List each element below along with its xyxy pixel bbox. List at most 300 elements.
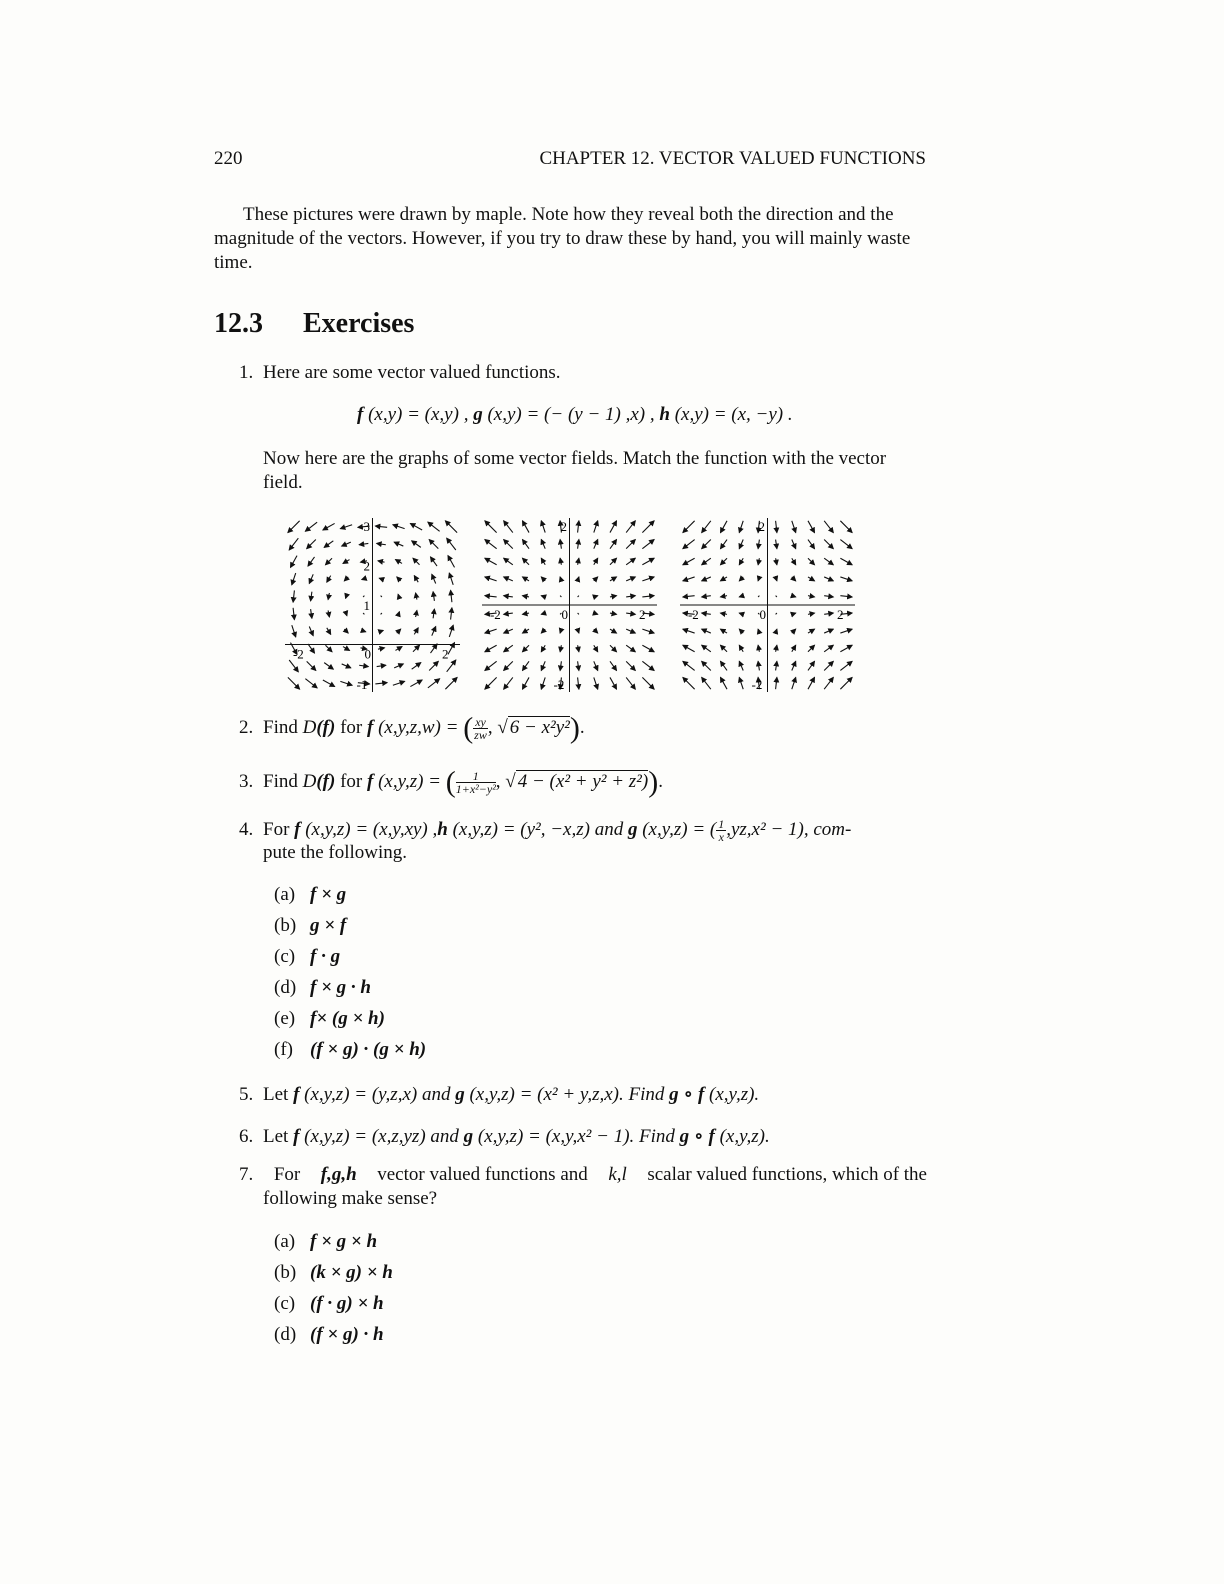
vector-arrow xyxy=(323,523,335,530)
vector-arrow xyxy=(642,558,654,565)
vector-arrow xyxy=(343,647,350,651)
vector-arrow xyxy=(541,645,545,652)
sqrt-expression: 4 − (x² + y² + z²) xyxy=(517,770,649,792)
vector-arrow xyxy=(560,540,561,549)
g-symbol: g xyxy=(463,1126,474,1147)
f-definition: (x,y,z) = (y,z,x) and xyxy=(299,1084,456,1105)
vector-arrow xyxy=(292,625,296,637)
y-tick-label: -2 xyxy=(751,677,763,693)
vector-arrow xyxy=(739,677,743,689)
vector-arrow xyxy=(808,521,815,533)
x-tick-label: -2 xyxy=(489,607,501,622)
f-symbol: (f) xyxy=(316,770,336,792)
vector-arrow xyxy=(504,596,513,597)
vector-arrow xyxy=(416,593,417,600)
vector-arrow xyxy=(808,677,815,689)
y-tick-label: -1 xyxy=(356,677,368,693)
vector-arrow xyxy=(449,625,453,637)
vector-arrow xyxy=(309,574,313,583)
vector-arrow xyxy=(642,645,654,652)
page-number: 220 xyxy=(214,148,243,169)
vector-arrow xyxy=(522,613,529,614)
part-expression: f × g xyxy=(310,884,347,905)
vector-arrow xyxy=(377,665,386,666)
vector-arrow xyxy=(824,645,833,652)
numerator: xy xyxy=(475,715,486,729)
vector-arrow xyxy=(485,558,497,565)
g-symbol: g xyxy=(455,1084,465,1105)
vector-arrow xyxy=(375,683,387,684)
vector-arrow xyxy=(683,629,695,633)
vector-arrow xyxy=(309,627,313,636)
vector-arrow xyxy=(792,613,796,614)
denominator: zw xyxy=(474,728,487,742)
exercise-7-line-1 xyxy=(239,1164,927,1186)
vector-arrow xyxy=(398,594,399,598)
exercise-text: For xyxy=(263,818,295,840)
vector-arrow xyxy=(739,629,743,633)
vector-arrow xyxy=(504,540,513,549)
vector-arrow xyxy=(293,590,294,602)
vector-arrow xyxy=(594,645,598,652)
vector-arrow xyxy=(560,596,561,597)
vector-arrow xyxy=(340,681,352,685)
vector-arrow xyxy=(702,558,711,565)
vector-arrow xyxy=(504,645,513,652)
vector-arrow xyxy=(792,577,796,581)
exercise-text: For xyxy=(273,1164,301,1185)
f-definition: (x,y) = (x,y) , xyxy=(363,404,474,425)
vector-arrow xyxy=(578,677,579,689)
vector-arrow xyxy=(522,677,529,689)
vector-arrow xyxy=(758,577,759,581)
vector-arrow xyxy=(433,592,434,601)
vector-arrow xyxy=(610,677,617,689)
vector-arrow xyxy=(594,577,598,581)
vector-arrow xyxy=(720,613,727,614)
numerator: 1 xyxy=(456,770,496,783)
vector-arrow xyxy=(288,677,300,689)
vector-arrow xyxy=(594,596,598,597)
vector-arrow xyxy=(305,522,317,531)
vector-arrow xyxy=(410,523,422,530)
vector-arrow xyxy=(626,596,635,597)
vector-arrow xyxy=(840,577,852,581)
vector-arrow xyxy=(447,538,456,550)
h-definition: (x,y) = (x, −y) . xyxy=(669,404,793,425)
vector-arrow xyxy=(451,590,452,602)
vector-arrow xyxy=(359,543,368,544)
vector-arrow xyxy=(445,677,457,689)
vector-arrow xyxy=(578,540,579,549)
exercise-text: Find xyxy=(263,716,303,738)
vector-arrow xyxy=(683,577,695,581)
exercise-number: 7. xyxy=(239,1164,254,1185)
vector-arrow xyxy=(363,596,364,597)
vector-arrow xyxy=(449,573,453,585)
vector-functions-symbols: f,g,h xyxy=(320,1164,357,1185)
x-tick-label: 2 xyxy=(639,607,646,622)
g-definition: (x,y,z) = (x² + y,z,x). Find xyxy=(464,1084,670,1105)
vector-arrow xyxy=(594,661,598,670)
exercise-4-line-2: pute the following. xyxy=(263,842,408,863)
vector-arrow xyxy=(541,629,545,633)
h-symbol: h xyxy=(659,404,670,425)
vector-arrow xyxy=(324,663,333,670)
vector-arrow xyxy=(578,558,579,565)
vector-arrow xyxy=(560,661,561,670)
exercise-3: 3. Find D(f) for f (x,y,z) = ( $\frac{1}{\text{1+x²−y²}}$ , √ 4 − (x² + y² + z²)). xyxy=(239,765,663,799)
vector-arrow xyxy=(504,629,513,633)
vector-arrow xyxy=(808,629,815,633)
vector-arrow xyxy=(683,540,695,549)
vector-arrow xyxy=(578,645,579,652)
y-tick-label: 3 xyxy=(363,518,370,534)
f-symbol: f xyxy=(366,716,374,738)
vector-arrow xyxy=(342,664,351,668)
fraction xyxy=(456,770,496,795)
exercise-1-formula xyxy=(357,404,793,426)
vector-arrow xyxy=(702,596,711,597)
vector-arrow xyxy=(594,540,598,549)
part-label: (c) xyxy=(274,1293,296,1314)
f-definition: (x,y,z) = (x,y,xy) , xyxy=(300,818,438,840)
denominator: 1+x²−y² xyxy=(455,782,496,796)
vector-arrow xyxy=(808,558,815,565)
vector-arrow xyxy=(522,558,529,565)
vector-arrow xyxy=(414,576,418,583)
exercise-7-line-2: following make sense? xyxy=(263,1188,438,1209)
exercise-1-followup xyxy=(263,447,886,495)
vector-arrow xyxy=(792,596,796,597)
vector-arrow xyxy=(432,574,436,583)
exercise-text: Find xyxy=(263,770,303,792)
exercise-number: 5. xyxy=(239,1084,254,1105)
vector-arrow xyxy=(824,629,833,633)
vector-arrow xyxy=(307,540,316,549)
vector-arrow xyxy=(346,612,347,616)
vector-arrow xyxy=(307,661,316,670)
vector-arrow xyxy=(429,661,438,670)
vector-arrow xyxy=(626,661,635,670)
vector-arrow xyxy=(739,613,743,614)
g-definition: ,yz,x² − 1), com- xyxy=(726,818,852,840)
vector-arrow xyxy=(739,661,743,670)
vector-arrow xyxy=(363,613,364,614)
vector-arrow xyxy=(739,596,743,597)
vector-arrow xyxy=(776,629,777,633)
vector-arrow xyxy=(808,577,815,581)
vector-arrow xyxy=(683,558,695,565)
vector-arrow xyxy=(824,613,833,614)
f-definition: (x,y,z) = (x,z,yz) and xyxy=(299,1126,464,1147)
part-label: (f) xyxy=(274,1039,293,1060)
vector-arrow xyxy=(610,558,617,565)
vector-field-plot-1 xyxy=(285,518,460,692)
f-symbol: f xyxy=(293,1084,300,1105)
section-title: Exercises xyxy=(303,308,415,339)
part-label: (b) xyxy=(274,1262,297,1283)
vector-arrow xyxy=(342,542,351,546)
exercise-6 xyxy=(239,1125,770,1148)
vector-arrow xyxy=(413,558,420,565)
f-symbol: (f) xyxy=(316,716,336,738)
vector-arrow xyxy=(594,521,598,533)
followup-line-2: field. xyxy=(263,472,303,493)
vector-arrow xyxy=(840,521,852,533)
exercise-text: vector valued functions and xyxy=(377,1164,588,1185)
vector-arrow xyxy=(642,577,654,581)
vector-arrow xyxy=(560,577,561,581)
vector-arrow xyxy=(824,677,833,689)
exercise-5 xyxy=(239,1083,759,1106)
vector-arrow xyxy=(485,577,497,581)
vector-arrow xyxy=(683,645,695,652)
vector-arrow xyxy=(808,540,815,549)
vector-arrow xyxy=(395,647,402,651)
vector-arrow xyxy=(758,645,759,652)
vector-arrow xyxy=(720,577,727,581)
g-definition: (x,y,z) = (x,y,x² − 1). Find xyxy=(473,1126,680,1147)
composition: g ∘ f xyxy=(679,1126,715,1147)
g-symbol: g xyxy=(473,404,483,425)
exercise-2: 2. Find D(f) for f (x,y,z,w) = ( $\frac{xy}{zw}$ , √ 6 − x²y²). xyxy=(239,711,585,745)
vector-arrow xyxy=(560,629,561,633)
vector-arrow xyxy=(626,558,635,565)
exercise-text: Let xyxy=(263,1126,294,1147)
part-label: (d) xyxy=(274,1324,297,1345)
vector-arrow xyxy=(541,677,545,689)
vector-arrow xyxy=(808,596,815,597)
vector-arrow xyxy=(840,629,852,633)
vector-arrow xyxy=(642,521,654,533)
vector-arrow xyxy=(610,613,617,614)
vector-arrow xyxy=(379,630,383,631)
vector-arrow xyxy=(610,577,617,581)
fraction xyxy=(716,818,726,843)
numerator: 1 xyxy=(718,817,725,831)
vector-arrow xyxy=(594,558,598,565)
part-c xyxy=(274,946,426,977)
part-label: (e) xyxy=(274,1008,296,1029)
f-arguments: (x,y,z) = xyxy=(373,770,446,792)
vector-arrow xyxy=(758,558,759,565)
vector-arrow xyxy=(792,629,796,633)
vector-arrow xyxy=(430,644,437,653)
vector-arrow xyxy=(447,660,456,672)
vector-arrow xyxy=(375,526,387,527)
vector-arrow xyxy=(594,613,598,614)
vector-arrow xyxy=(792,661,796,670)
vector-arrow xyxy=(362,578,366,579)
vector-arrow xyxy=(378,648,385,649)
y-tick-label: 2 xyxy=(363,558,370,574)
exercise-text: scalar valued functions, which of the xyxy=(647,1164,927,1185)
part-expression: (f × g) · h xyxy=(310,1324,384,1345)
intro-paragraph xyxy=(214,203,926,275)
vector-arrow xyxy=(381,596,382,597)
vector-arrow xyxy=(485,540,497,549)
vector-arrow xyxy=(412,541,421,548)
vector-arrow xyxy=(292,573,296,585)
vector-arrow xyxy=(792,521,796,533)
f-symbol: f xyxy=(366,770,374,792)
vector-arrow xyxy=(340,525,352,529)
vector-arrow xyxy=(305,679,317,688)
vector-arrow xyxy=(720,629,727,633)
part-label: (c) xyxy=(274,946,296,967)
part-expression: (k × g) × h xyxy=(310,1262,393,1283)
vector-arrow xyxy=(776,613,777,614)
vector-arrow xyxy=(594,629,598,633)
vector-arrow xyxy=(395,560,402,564)
composition: g ∘ f xyxy=(669,1084,705,1105)
vector-arrow xyxy=(824,558,833,565)
vector-arrow xyxy=(776,596,777,597)
x-tick-label: -2 xyxy=(292,646,304,662)
part-expression: f · g xyxy=(310,946,341,967)
part-c xyxy=(274,1293,393,1324)
g-definition: (x,y,z) = ( xyxy=(637,818,717,840)
vector-arrow xyxy=(739,540,743,549)
part-d xyxy=(274,1324,393,1355)
vector-arrow xyxy=(578,661,579,670)
part-a xyxy=(274,1231,393,1262)
vector-arrow xyxy=(541,577,545,581)
exercise-7 xyxy=(239,1164,927,1186)
intro-line-2: magnitude of the vectors. However, if you try to draw these by hand, you will mainly waste xyxy=(214,228,911,249)
x-tick-label: 2 xyxy=(837,607,844,622)
vector-arrow xyxy=(448,556,455,568)
vector-arrow xyxy=(394,664,403,668)
composition-arguments: (x,y,z). xyxy=(714,1126,770,1147)
vector-arrow xyxy=(485,677,497,689)
vector-arrow xyxy=(758,629,759,633)
vector-arrow xyxy=(541,558,545,565)
part-e xyxy=(274,1008,426,1039)
h-definition: (x,y,z) = (y², −x,z) and xyxy=(447,818,628,840)
vector-arrow xyxy=(720,677,727,689)
vector-arrow xyxy=(626,677,635,689)
domain-symbol: D xyxy=(302,770,317,792)
vector-arrow xyxy=(541,540,545,549)
vector-arrow xyxy=(522,645,529,652)
vector-arrow xyxy=(758,540,759,549)
vector-arrow xyxy=(626,613,635,614)
vector-arrow xyxy=(824,540,833,549)
vector-arrow xyxy=(626,629,635,633)
vector-arrow xyxy=(323,680,335,687)
vector-arrow xyxy=(702,661,711,670)
vector-arrow xyxy=(840,558,852,565)
section-number: 12.3 xyxy=(214,308,263,339)
vector-arrow xyxy=(594,677,598,689)
domain-symbol: D xyxy=(302,716,317,738)
vector-arrow xyxy=(824,596,833,597)
vector-arrow xyxy=(393,681,405,685)
vector-arrow xyxy=(683,521,695,533)
vector-arrow xyxy=(808,613,815,614)
exercise-number: 6. xyxy=(239,1126,254,1147)
vector-arrow xyxy=(293,608,294,620)
vector-arrow xyxy=(311,609,312,618)
running-header: CHAPTER 12. VECTOR VALUED FUNCTIONS xyxy=(539,148,926,169)
vector-arrow xyxy=(739,645,743,652)
exercise-text: for xyxy=(335,770,367,792)
vector-arrow xyxy=(414,628,418,635)
vector-arrow xyxy=(840,661,852,670)
part-expression: f × g × h xyxy=(310,1231,378,1252)
vector-arrow xyxy=(578,613,579,614)
vector-arrow xyxy=(720,661,727,670)
period: . xyxy=(658,770,663,792)
vector-arrow xyxy=(702,645,711,652)
x-tick-label: 0 xyxy=(561,607,568,622)
vector-arrow xyxy=(626,577,635,581)
vector-arrow xyxy=(702,629,711,633)
vector-arrow xyxy=(642,661,654,670)
vector-arrow xyxy=(720,521,727,533)
exercise-7-parts xyxy=(274,1231,393,1355)
vector-arrow xyxy=(840,540,852,549)
exercise-text: Here are some vector valued functions. xyxy=(263,362,561,383)
vector-arrow xyxy=(416,610,417,617)
vector-arrow xyxy=(393,525,405,529)
vector-arrow xyxy=(610,521,617,533)
vector-arrow xyxy=(626,540,635,549)
vector-arrow xyxy=(720,596,727,597)
vector-arrow xyxy=(381,613,382,614)
vector-arrow xyxy=(610,661,617,670)
exercise-4-parts xyxy=(274,884,426,1070)
vector-field-plot-2 xyxy=(482,518,657,692)
part-b xyxy=(274,1262,393,1293)
vector-arrow xyxy=(642,677,654,689)
vector-arrow xyxy=(776,540,777,549)
f-symbol: f xyxy=(357,404,364,425)
x-tick-label: 0 xyxy=(759,607,766,622)
vector-arrow xyxy=(720,540,727,549)
vector-arrow xyxy=(824,577,833,581)
vector-arrow xyxy=(739,521,743,533)
vector-arrow xyxy=(610,540,617,549)
vector-arrow xyxy=(776,645,777,652)
y-tick-label: 1 xyxy=(363,598,370,613)
vector-arrow xyxy=(702,613,711,614)
vector-arrow xyxy=(578,629,579,633)
g-definition: (x,y) = (− (y − 1) ,x) , xyxy=(482,404,660,425)
vector-arrow xyxy=(398,612,399,616)
section-heading xyxy=(214,308,414,340)
vector-arrow xyxy=(451,608,452,620)
vector-arrow xyxy=(776,521,777,533)
vector-arrow xyxy=(344,577,348,581)
vector-arrow xyxy=(289,660,298,672)
vector-arrow xyxy=(776,677,777,689)
vector-arrow xyxy=(288,521,300,533)
vector-arrow xyxy=(610,629,617,633)
vector-arrow xyxy=(504,613,513,614)
part-label: (a) xyxy=(274,1231,296,1252)
vector-arrow xyxy=(378,561,385,562)
vector-arrow xyxy=(379,578,383,579)
vector-arrow xyxy=(642,596,654,597)
intro-line-1: These pictures were drawn by maple. Note how they reveal both the direction and the xyxy=(243,204,894,225)
vector-arrow xyxy=(610,645,617,652)
vector-arrow xyxy=(397,629,401,633)
vector-arrow xyxy=(324,541,333,548)
vector-arrow xyxy=(578,577,579,581)
